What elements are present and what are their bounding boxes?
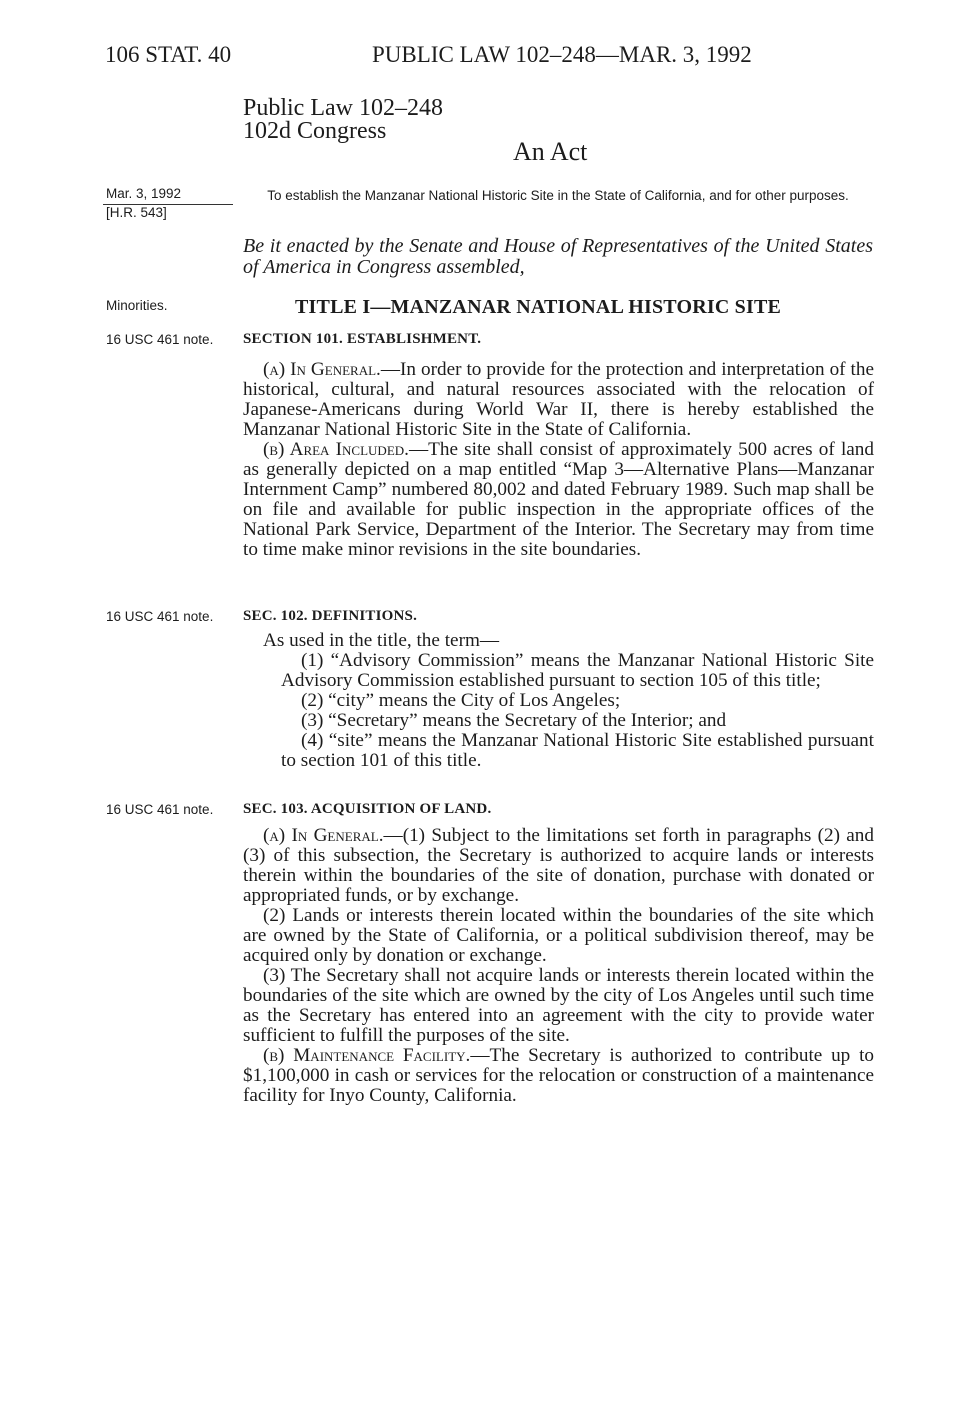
section-101-a: [243, 360, 874, 440]
margin-usc-101: 16 USC 461 note.: [106, 332, 214, 347]
definition-item: (1) “Advisory Commission” means the Manzanar National Historic Site Advisory Commission established pursuant to section 105 of this title;: [281, 650, 874, 691]
margin-usc-102: 16 USC 461 note.: [106, 609, 214, 624]
section-103-a1-text: —(1) Subject to the limitations set forth in paragraphs (2) and (3) of this subsection, the Secretary is authorized to acquire lands or interests therein within the boundaries of the site of donation, purchase with donated or appropriated funds, or by exchange.: [243, 825, 874, 906]
section-101-a-label: (a) In General.: [263, 359, 381, 380]
section-103-heading: SEC. 103. ACQUISITION OF LAND.: [243, 801, 492, 817]
definition-item: (2) “city” means the City of Los Angeles;: [301, 690, 621, 711]
section-101-heading: SECTION 101. ESTABLISHMENT.: [243, 331, 482, 347]
section-101-body: [243, 360, 874, 560]
title-heading: TITLE I—MANZANAR NATIONAL HISTORIC SITE: [295, 296, 782, 318]
page-reference: 106 STAT. 40: [105, 42, 232, 67]
section-101-b-text: —The site shall consist of approximately 500 acres of land as generally depicted on a map entitled “Map 3—Alternative Plans—Manzanar Internment Camp” numbered 80,002 and dated February 1989. Such map shall be on file and available for public inspection in the appropriate offices of the National Park Service, Department of the Interior. The Secretary may from time to time make minor revisions in the site boundaries.: [243, 439, 874, 560]
section-103-b-label: (b) Maintenance Facility.: [263, 1045, 471, 1066]
congress-label: 102d Congress: [243, 118, 387, 144]
margin-minorities: Minorities.: [106, 298, 168, 313]
section-101-b-label: (b) Area Included.: [263, 439, 409, 460]
running-head: PUBLIC LAW 102–248—MAR. 3, 1992: [372, 42, 752, 67]
section-103-a3: (3) The Secretary shall not acquire lands or interests therein located within the boundaries of the site which are owned by the city of Los Angeles until such time as the Secretary has entered into an agreement with the city to provide water sufficient to fulfill the purposes of the site.: [243, 965, 874, 1046]
margin-usc-103: 16 USC 461 note.: [106, 802, 214, 817]
section-103-b: [243, 1046, 874, 1106]
section-101-a-text: —In order to provide for the protection and interpretation of the historical, cultural, and natural resources associated with the relocation of Japanese-Americans during World War II, there is hereby established the Manzanar National Historic Site in the State of California.: [243, 359, 874, 440]
section-102-intro: As used in the title, the term—: [263, 630, 500, 651]
section-101-b: [243, 440, 874, 560]
margin-bill-number: [H.R. 543]: [106, 205, 167, 220]
enacting-clause: Be it enacted by the Senate and House of Representatives of the United States of America in Congress assembled,: [243, 235, 873, 278]
section-103-body: [243, 826, 874, 1106]
definition-item: (3) “Secretary” means the Secretary of the Interior; and: [301, 710, 727, 731]
section-102-body: [243, 631, 874, 771]
act-label: An Act: [513, 137, 588, 166]
purpose-clause: To establish the Manzanar National Historic Site in the State of California, and for other purposes.: [267, 188, 849, 203]
section-103-a-label: (a) In General.: [263, 825, 384, 846]
definition-item: (4) “site” means the Manzanar National Historic Site established pursuant to section 101 of this title.: [281, 730, 874, 771]
section-103-a1: [243, 826, 874, 906]
margin-date: Mar. 3, 1992: [106, 186, 182, 201]
section-103-a2: (2) Lands or interests therein located within the boundaries of the site which are owned by the State of California, or a political subdivision thereof, may be acquired only by donation or exchange.: [243, 905, 874, 966]
section-103-b-text: —The Secretary is authorized to contribute up to $1,100,000 in cash or services for the relocation or construction of a maintenance facility for Inyo County, California.: [243, 1045, 875, 1106]
public-law-number: Public Law 102–248: [243, 95, 443, 121]
section-102-heading: SEC. 102. DEFINITIONS.: [243, 608, 418, 624]
